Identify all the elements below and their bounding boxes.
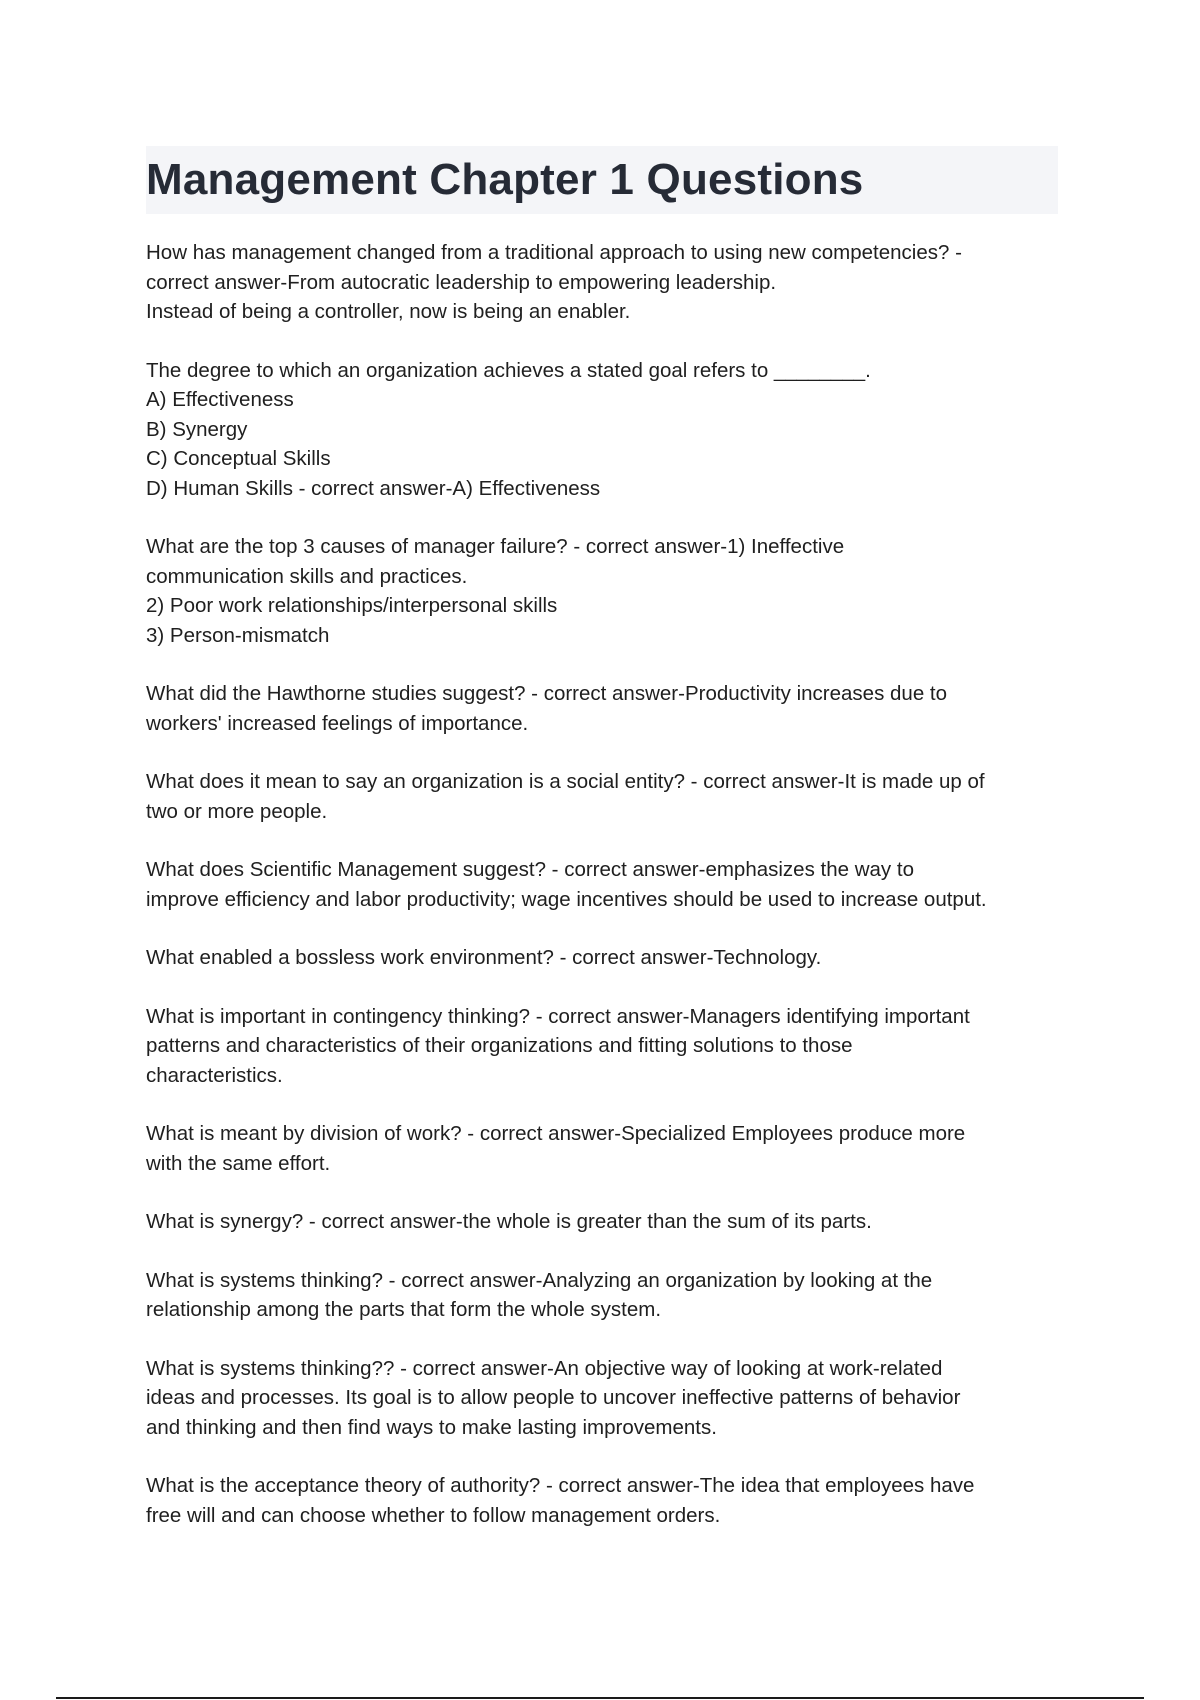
qa-line: What does it mean to say an organization is a social entity? - correct answer-It is made up of	[146, 770, 985, 793]
qa-line: C) Conceptual Skills	[146, 447, 331, 470]
qa-item	[146, 1119, 1066, 1178]
qa-line: 2) Poor work relationships/interpersonal skills	[146, 594, 558, 617]
qa-line: What is important in contingency thinking? - correct answer-Managers identifying important	[146, 1004, 970, 1028]
qa-line: ideas and processes. Its goal is to allow people to uncover ineffective patterns of behavior	[146, 1386, 961, 1409]
qa-line: D) Human Skills - correct answer-A) Effectiveness	[146, 476, 601, 500]
qa-item	[146, 238, 1066, 327]
qa-line: and thinking and then find ways to make lasting improvements.	[146, 1415, 717, 1439]
qa-list	[146, 238, 1066, 1559]
qa-line: What does Scientific Management suggest? - correct answer-emphasizes the way to	[146, 858, 914, 881]
qa-item	[146, 356, 1066, 504]
qa-line: B) Synergy	[146, 417, 248, 441]
footer-rule	[56, 1697, 1144, 1699]
qa-line: What is synergy? - correct answer-the whole is greater than the sum of its parts.	[146, 1210, 872, 1233]
qa-line: correct answer-From autocratic leadership to empowering leadership.	[146, 270, 777, 294]
qa-item	[146, 1471, 1066, 1530]
qa-line: What is the acceptance theory of authority? - correct answer-The idea that employees have	[146, 1474, 975, 1497]
qa-line: two or more people.	[146, 799, 328, 823]
qa-line: What is systems thinking? - correct answer-Analyzing an organization by looking at the	[146, 1268, 933, 1292]
qa-line: What did the Hawthorne studies suggest? - correct answer-Productivity increases due to	[146, 682, 948, 705]
qa-item	[146, 532, 1066, 650]
qa-line: characteristics.	[146, 1063, 283, 1087]
qa-line: What is meant by division of work? - correct answer-Specialized Employees produce more	[146, 1122, 966, 1145]
qa-item	[146, 1266, 1066, 1325]
qa-line: with the same effort.	[146, 1151, 331, 1175]
qa-line: A) Effectiveness	[146, 388, 294, 411]
qa-line: The degree to which an organization achieves a stated goal refers to ________.	[146, 358, 871, 382]
qa-line: free will and can choose whether to follow management orders.	[146, 1503, 721, 1527]
qa-line: patterns and characteristics of their organizations and fitting solutions to those	[146, 1034, 853, 1057]
qa-item	[146, 1354, 1066, 1443]
qa-line: workers' increased feelings of importance.	[146, 711, 529, 735]
qa-line: How has management changed from a traditional approach to using new competencies? -	[146, 241, 962, 264]
page-title: Management Chapter 1 Questions	[146, 155, 864, 204]
qa-item	[146, 855, 1066, 914]
qa-item	[146, 679, 1066, 738]
qa-item	[146, 943, 1066, 973]
qa-line: communication skills and practices.	[146, 564, 468, 588]
qa-item	[146, 767, 1066, 826]
qa-item	[146, 1002, 1066, 1091]
qa-line: Instead of being a controller, now is being an enabler.	[146, 300, 631, 323]
qa-line: 3) Person-mismatch	[146, 623, 330, 647]
qa-line: What are the top 3 causes of manager failure? - correct answer-1) Ineffective	[146, 535, 845, 558]
qa-line: improve efficiency and labor productivity; wage incentives should be used to increase output.	[146, 887, 987, 911]
qa-line: What is systems thinking?? - correct answer-An objective way of looking at work-related	[146, 1356, 943, 1380]
qa-item	[146, 1207, 1066, 1237]
qa-line: What enabled a bossless work environment? - correct answer-Technology.	[146, 946, 822, 969]
qa-line: relationship among the parts that form the whole system.	[146, 1298, 662, 1321]
